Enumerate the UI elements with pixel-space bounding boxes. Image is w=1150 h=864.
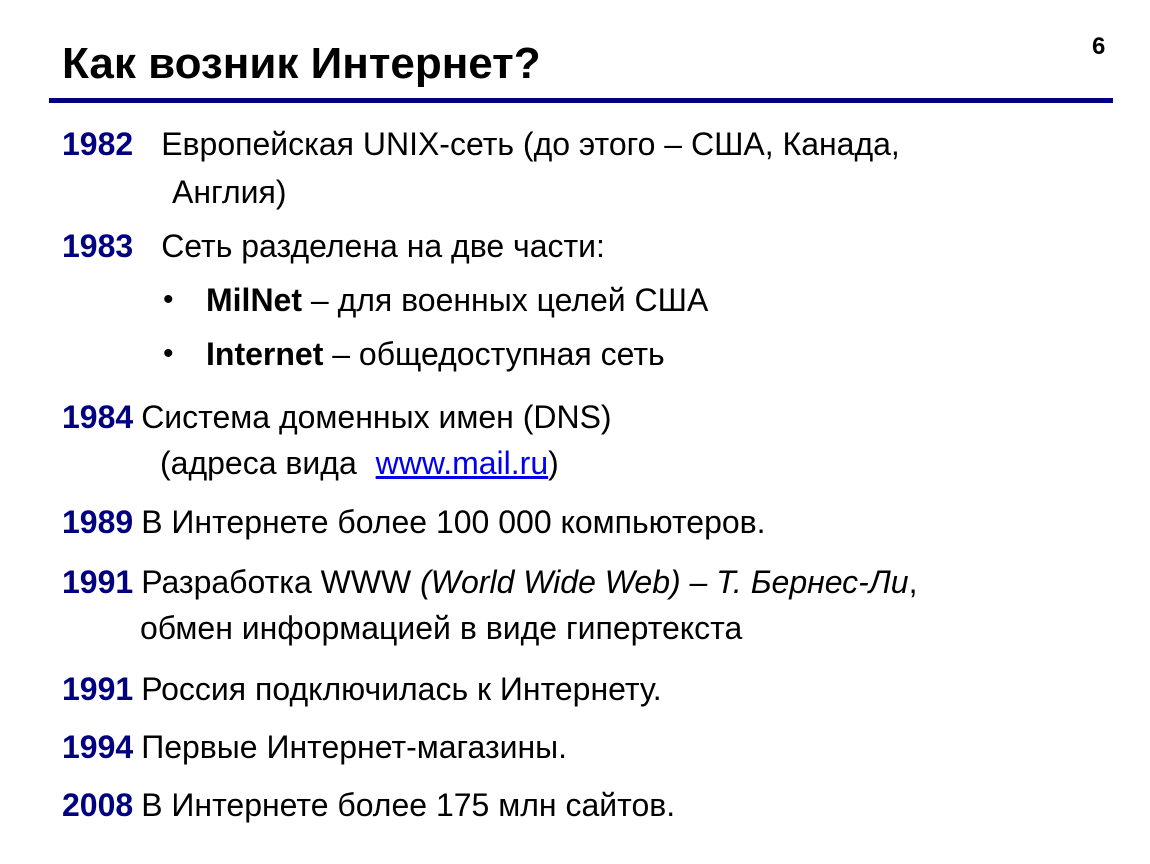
entry-1994-text: Первые Интернет-магазины. — [141, 729, 568, 765]
entry-1991-www-italic: (World Wide Web) – Т. Бернес-Ли — [420, 564, 909, 600]
year-1991-russia: 1991 — [62, 671, 134, 707]
entry-1991-russia-text: Россия подключилась к Интернету. — [141, 671, 662, 707]
entry-1991-russia — [62, 669, 662, 709]
entry-2008-text: В Интернете более 175 млн сайтов. — [141, 787, 676, 823]
bullet-term-milnet: MilNet — [206, 282, 302, 318]
slide-number: 6 — [1092, 33, 1106, 60]
bullet-text-internet: – общедоступная сеть — [323, 336, 665, 372]
mail-ru-link[interactable]: www.mail.ru — [375, 445, 549, 481]
entry-1989 — [62, 502, 766, 542]
entry-1994 — [62, 727, 567, 767]
entry-1989-text: В Интернете более 100 000 компьютеров. — [141, 504, 766, 540]
entry-1982-line1 — [62, 124, 900, 164]
entry-1984-prefix: (адреса вида — [160, 445, 366, 481]
entry-1982-continuation: Англия) — [172, 174, 287, 210]
year-1984: 1984 — [62, 399, 134, 435]
entry-1984-suffix: ) — [548, 445, 559, 481]
entry-1984-line2 — [160, 443, 559, 483]
entry-1984-text: Система доменных имен (DNS) — [141, 399, 612, 435]
slide-title: Как возник Интернет? — [62, 39, 541, 88]
entry-1982-line2 — [172, 172, 287, 212]
bullet-item-internet — [206, 334, 665, 374]
entry-1991-www-continuation: обмен информацией в виде гипертекста — [140, 610, 743, 646]
entry-1984-line1 — [62, 397, 612, 437]
year-1982: 1982 — [62, 126, 134, 162]
entry-1983-text: Сеть разделена на две части: — [161, 228, 605, 264]
title-underline — [49, 98, 1113, 103]
year-1994: 1994 — [62, 729, 134, 765]
bullet-item-milnet — [206, 280, 708, 320]
year-1991-www: 1991 — [62, 564, 134, 600]
entry-1982-text: Европейская UNIX-сеть (до этого – США, Канада, — [161, 126, 900, 162]
bullet-dot: • — [163, 337, 174, 370]
year-2008: 2008 — [62, 787, 134, 823]
entry-1991-www-text: Разработка WWW — [141, 564, 421, 600]
entry-1983-line1 — [62, 226, 605, 266]
entry-1991-www-suffix: , — [908, 564, 918, 600]
bullet-dot: • — [163, 283, 174, 316]
bullet-term-internet: Internet — [206, 336, 324, 372]
entry-1991-www-line2 — [140, 608, 742, 648]
year-1983: 1983 — [62, 228, 134, 264]
entry-1991-www-line1 — [62, 562, 917, 602]
entry-2008 — [62, 785, 675, 825]
bullet-text-milnet: – для военных целей США — [302, 282, 709, 318]
year-1989: 1989 — [62, 504, 134, 540]
